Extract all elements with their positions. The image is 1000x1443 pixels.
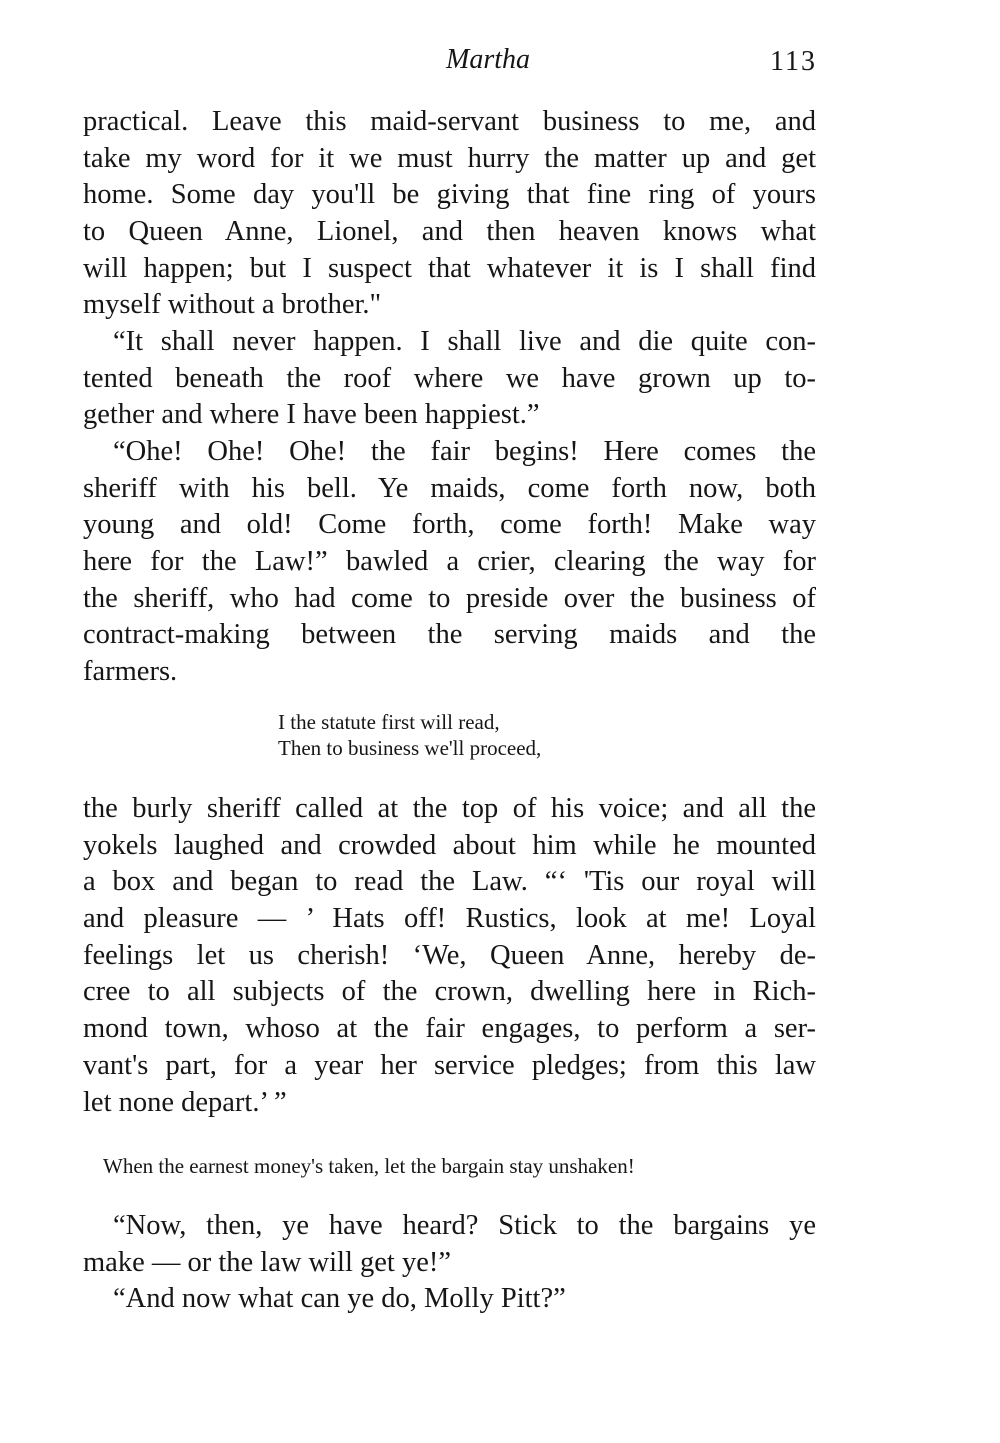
paragraph-5 xyxy=(83,1208,816,1281)
paragraph-2 xyxy=(83,324,816,434)
verse-line: I the statute first will read, xyxy=(278,710,500,734)
text-line: “It shall never happen. I shall live and die quite con- xyxy=(113,326,816,357)
text-line: home. Some day you'll be giving that fine ring of yours xyxy=(83,179,816,211)
text-line: “Ohe! Ohe! Ohe! the fair begins! Here comes the xyxy=(113,436,816,467)
couplet-quote: When the earnest money's taken, let the bargain stay unshaken! xyxy=(103,1154,635,1178)
text-line: “Now, then, ye have heard? Stick to the bargains ye xyxy=(113,1210,816,1241)
text-line: make — or the law will get ye!” xyxy=(83,1246,451,1278)
text-line: myself without a brother." xyxy=(83,289,382,321)
paragraph-4 xyxy=(83,791,816,1121)
page-number: 113 xyxy=(770,46,817,77)
running-head-title: Martha xyxy=(446,44,530,75)
text-line: cree to all subjects of the crown, dwelling here in Rich- xyxy=(83,976,816,1008)
text-line: the burly sheriff called at the top of his voice; and all the xyxy=(83,793,816,824)
text-line: take my word for it we must hurry the matter up and get xyxy=(83,142,816,174)
text-line: yokels laughed and crowded about him while he mounted xyxy=(83,829,816,861)
text-line: and pleasure — ’ Hats off! Rustics, look at me! Loyal xyxy=(83,903,816,935)
text-line: young and old! Come forth, come forth! Make way xyxy=(83,509,816,541)
text-line: the sheriff, who had come to preside over the business of xyxy=(83,582,816,614)
text-line: contract-making between the serving maids and the xyxy=(83,619,816,651)
text-line: gether and where I have been happiest.” xyxy=(83,399,540,431)
text-line: feelings let us cherish! ‘We, Queen Anne, hereby de- xyxy=(83,939,816,971)
text-line: mond town, whoso at the fair engages, to perform a ser- xyxy=(83,1013,816,1045)
text-line: tented beneath the roof where we have grown up to- xyxy=(83,362,816,394)
verse-line: Then to business we'll proceed, xyxy=(278,736,542,760)
text-line: will happen; but I suspect that whatever it is I shall find xyxy=(83,252,816,284)
paragraph-6 xyxy=(83,1281,816,1318)
paragraph-3 xyxy=(83,434,816,691)
text-line: practical. Leave this maid-servant business to me, and xyxy=(83,106,816,137)
text-line: to Queen Anne, Lionel, and then heaven knows what xyxy=(83,216,816,248)
paragraph-1 xyxy=(83,104,816,324)
text-line: vant's part, for a year her service pledges; from this law xyxy=(83,1049,816,1081)
text-line: farmers. xyxy=(83,656,178,688)
verse-quote xyxy=(278,709,541,761)
text-line: “And now what can ye do, Molly Pitt?” xyxy=(113,1283,566,1314)
text-line: let none depart.’ ” xyxy=(83,1086,287,1118)
text-line: a box and began to read the Law. “‘ 'Tis our royal will xyxy=(83,866,816,898)
text-line: sheriff with his bell. Ye maids, come forth now, both xyxy=(83,472,816,504)
text-line: here for the Law!” bawled a crier, clearing the way for xyxy=(83,546,816,578)
